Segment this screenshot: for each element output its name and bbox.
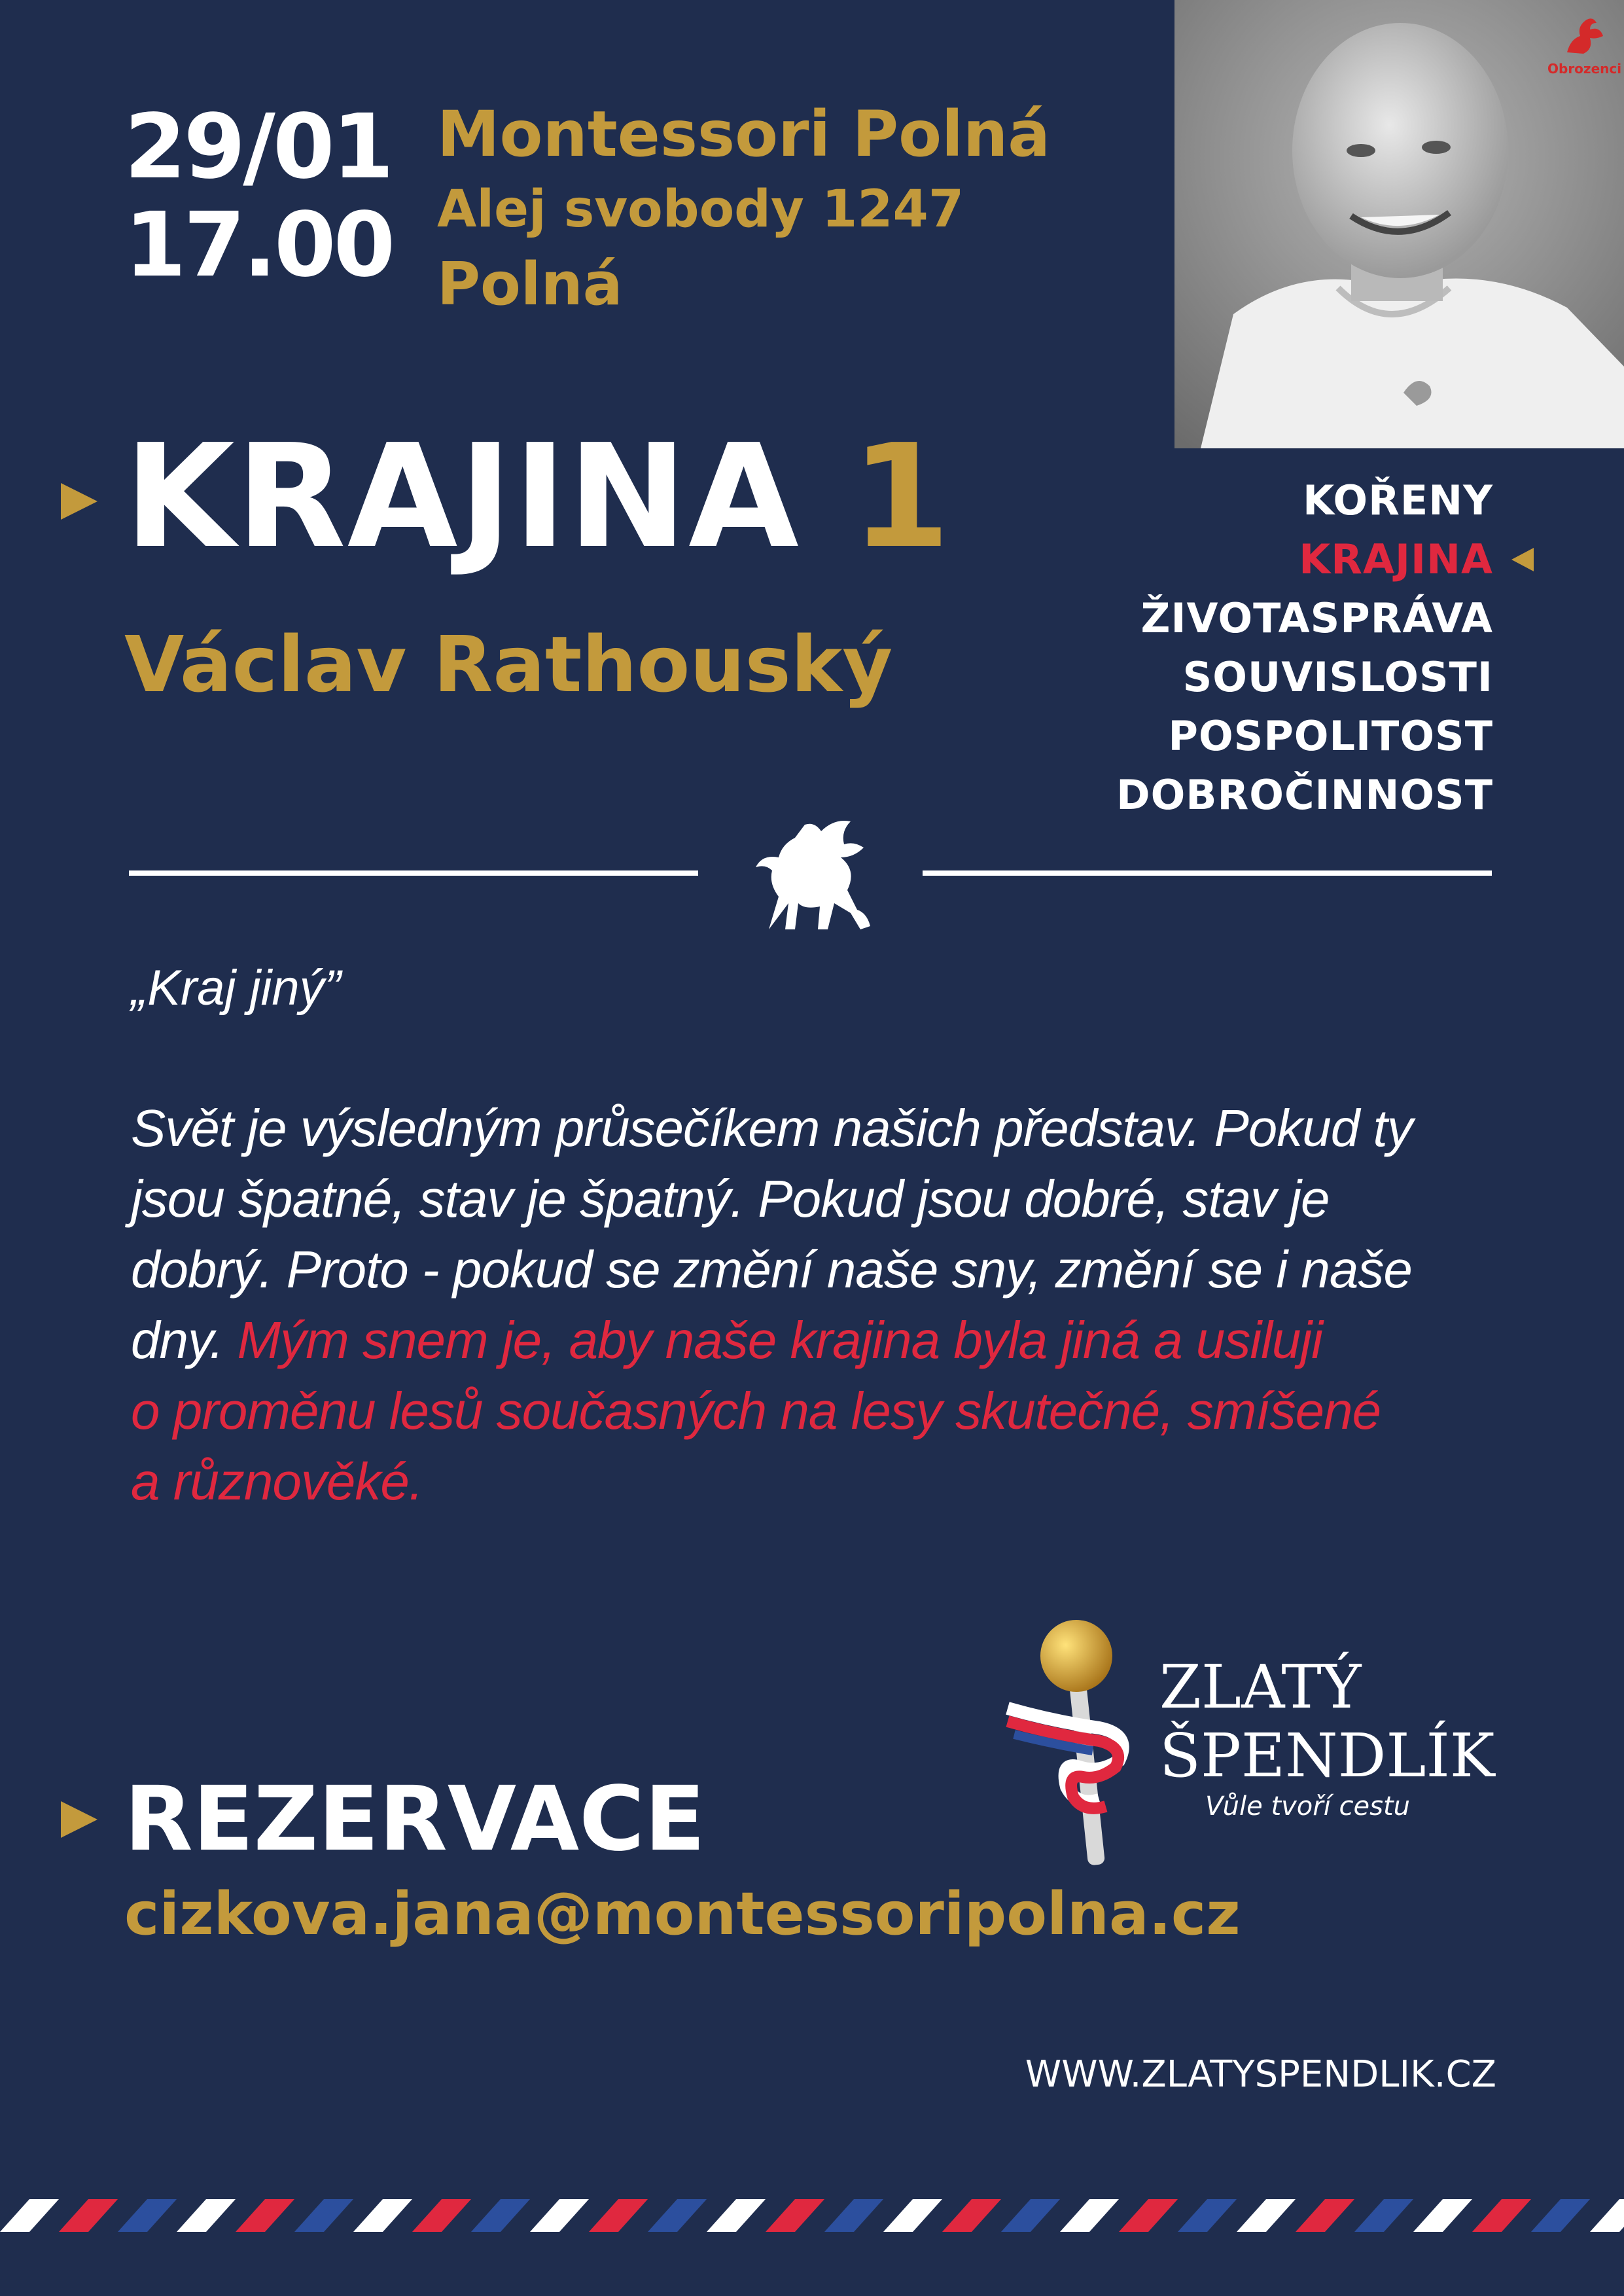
quote-title: „Kraj jiný” [131, 960, 341, 1016]
description-text: dny. [131, 1311, 238, 1369]
griffin-logo-icon [1557, 13, 1610, 59]
description-line [131, 1305, 1518, 1376]
title-arrow-icon [61, 483, 97, 520]
description-highlight-line: a různověké. [131, 1452, 423, 1511]
topic-item: POSPOLITOST [1168, 712, 1493, 760]
obrozenci-badge [1547, 13, 1622, 77]
reservation-email[interactable]: cizkova.jana@montessoripolna.cz [124, 1880, 1241, 1948]
series-title [124, 414, 952, 580]
event-time: 17.00 [124, 194, 393, 297]
logo-tagline: Vůle tvoří cestu [1205, 1791, 1411, 1821]
zlaty-spendlik-logo [1159, 1653, 1495, 1823]
series-title-number: 1 [851, 414, 952, 580]
venue-street: Alej svobody 1247 [437, 180, 964, 239]
reservation-arrow-icon [61, 1801, 97, 1838]
venue-city: Polná [437, 250, 623, 319]
description-highlight-line: o proměnu lesů současných na lesy skutečné, smíšené [131, 1382, 1381, 1440]
website-link[interactable]: WWW.ZLATYSPENDLIK.CZ [1025, 2053, 1496, 2096]
logo-line1: ZLATÝ [1159, 1652, 1362, 1722]
logo-line2: ŠPENDLÍK [1159, 1721, 1495, 1791]
description-line: dobrý. Proto - pokud se změní naše sny, změní se i naše [131, 1240, 1412, 1299]
griffin-icon [743, 818, 880, 936]
reservation-label: REZERVACE [124, 1768, 705, 1871]
divider-left [129, 870, 698, 876]
topic-item: DOBROČINNOST [1116, 771, 1493, 819]
active-topic-arrow-icon [1511, 548, 1534, 571]
description-highlight: Mým snem je, aby naše krajina byla jiná a usiluji [237, 1311, 1322, 1369]
tricolor-stripe-border [0, 2199, 1624, 2232]
description-line: Svět je výsledným průsečíkem našich představ. Pokud ty [131, 1099, 1413, 1157]
description-paragraph [131, 1093, 1518, 1517]
event-datetime [124, 98, 393, 295]
divider-right [923, 870, 1492, 876]
obrozenci-label: Obrozenci [1547, 61, 1622, 77]
topic-item: SOUVISLOSTI [1182, 653, 1493, 701]
venue [437, 95, 1050, 324]
topics-list [1116, 471, 1493, 825]
event-date: 29/01 [124, 96, 392, 199]
series-title-main: KRAJINA [124, 414, 800, 580]
topic-item-active: KRAJINA [1299, 535, 1493, 583]
speaker-photo [1174, 0, 1624, 448]
description-line: jsou špatné, stav je špatný. Pokud jsou dobré, stav je [131, 1170, 1330, 1228]
topic-item: ŽIVOTASPRÁVA [1140, 594, 1493, 642]
topic-item: KOŘENY [1303, 476, 1493, 524]
golden-pin-icon [1001, 1610, 1171, 1872]
speaker-name: Václav Rathouský [124, 619, 893, 709]
venue-name: Montessori Polná [437, 98, 1051, 171]
